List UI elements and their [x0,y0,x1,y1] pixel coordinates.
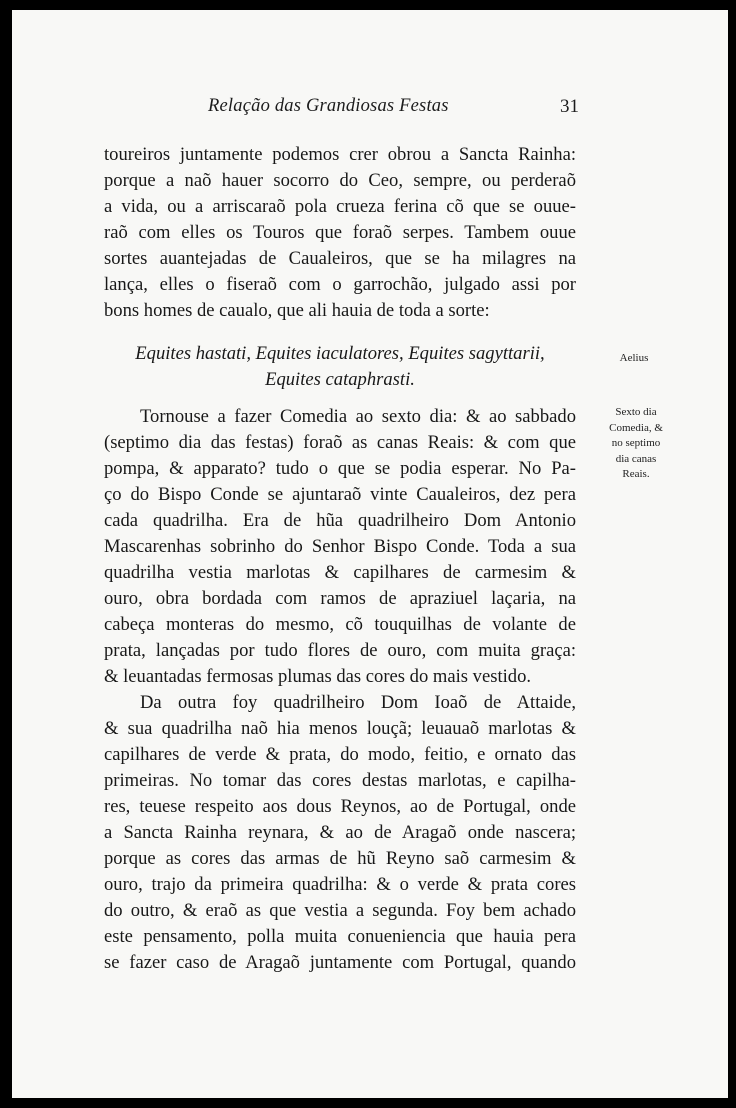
text-line: cada quadrilha. Era de hũa quadrilheiro Dom Antonio [104,510,576,531]
running-title: Relação das Grandiosas Festas [208,96,449,116]
text-line: bons homes de caualo, que ali hauia de toda a sorte: [104,300,490,321]
page-number: 31 [560,96,579,117]
marginal-line: dia canas [615,452,657,465]
text-line: capilhares de verde & prata, do modo, feitio, e ornato das [104,744,576,765]
text-line: do outro, & eraõ as que vestia a segunda. Foy bem achado [104,900,576,921]
text-line: & sua quadrilha naõ hia menos louçã; leuauaõ marlotas & [104,718,576,739]
marginal-line: no septimo [611,437,661,449]
page-header [12,96,728,126]
paragraph-2-3 [104,404,576,976]
marginal-line: Comedia, & [609,421,663,434]
text-line: Tornouse a fazer Comedia ao sexto dia: & ao sabbado [140,406,576,427]
marginal-note-aelius [596,351,672,367]
text-line: ouro, trajo da primeira quadrilha: & o verde & prata cores [104,874,576,895]
text-line: sortes auantejadas de Caualeiros, que se ha milagres na [104,248,576,269]
marginal-line: Sexto dia [615,406,657,418]
text-line: se fazer caso de Aragaõ juntamente com Portugal, quando [104,952,576,973]
text-line: res, teuese respeito aos dous Reynos, ao de Portugal, onde [104,796,576,817]
text-line: ço do Bispo Conde se ajuntaraõ vinte Caualeiros, dez pera [104,484,576,505]
text-line: porque as cores das armas de hũ Reyno saõ carmesim & [104,848,576,869]
text-line: (septimo dia das festas) foraõ as canas Reais: & com que [104,432,576,453]
text-line: raõ com elles os Touros que foraõ serpes. Tambem ouue [104,222,576,243]
text-line: Mascarenhas sobrinho do Senhor Bispo Conde. Toda a sua [104,536,576,557]
text-line: cabeça monteras do mesmo, cõ touquilhas de volante de [104,614,576,635]
text-line: & leuantadas fermosas plumas das cores do mais vestido. [104,666,532,687]
text-line: a Sancta Rainha reynara, & ao de Aragaõ onde nascera; [104,822,576,843]
verse-line: Equites hastati, Equites iaculatores, Equites sagyttarii, [135,343,545,364]
text-line: quadrilha vestia marlotas & capilhares de carmesim & [104,562,576,583]
text-line: porque a naõ hauer socorro do Ceo, sempre, ou perderaõ [104,170,576,191]
marginal-line: Reais. [622,468,650,480]
verse-line: Equites cataphrasti. [265,369,415,390]
text-line: lança, elles o fiseraõ com o garrochão, julgado assi por [104,274,576,295]
text-line: a vida, ou a arriscaraõ pola crueza ferina cõ que se ouue- [104,196,576,217]
text-line: ouro, obra bordada com ramos de apraziuel laçaria, na [104,588,576,609]
text-line: Da outra foy quadrilheiro Dom Ioaõ de Attaide, [140,692,576,713]
marginal-note-sexto-dia [598,405,674,483]
text-line: primeiras. No tomar das cores destas marlotas, e capilha- [104,770,576,791]
paragraph-1 [104,142,576,324]
text-line: toureiros juntamente podemos crer obrou a Sancta Rainha: [104,144,576,165]
latin-verse [104,341,576,393]
text-line: este pensamento, polla muita conueniencia que hauia pera [104,926,576,947]
marginal-line: Aelius [619,352,649,364]
book-page [12,10,728,1098]
text-line: prata, lançadas por tudo flores de ouro, com muita graça: [104,640,576,661]
text-line: pompa, & apparato? tudo o que se podia esperar. No Pa- [104,458,576,479]
